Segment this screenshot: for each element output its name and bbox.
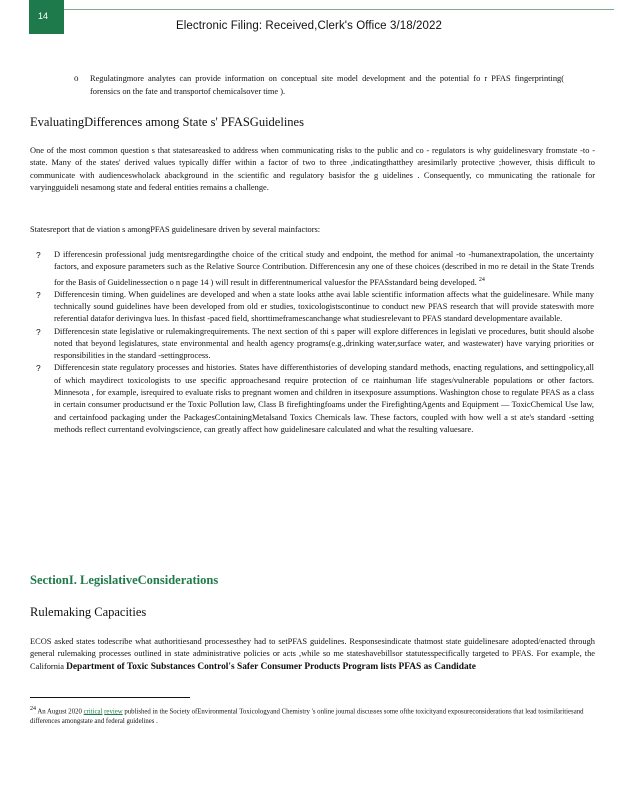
- paragraph-rulemaking: [30, 636, 595, 673]
- subsection-heading-rulemaking: Rulemaking Capacities: [30, 605, 147, 619]
- critical-link[interactable]: critical: [83, 708, 103, 716]
- section-heading-legislative: SectionI. LegislativeConsiderations: [30, 573, 219, 587]
- list-item: [36, 326, 594, 363]
- top-bullet-text: Regulatingmore analytes can provide information on conceptual site model development and the potential fo r PFAS fingerprinting( forensics on the fate and transportof chemicalsover time ).: [90, 74, 564, 96]
- bullet-icon: ?: [36, 326, 41, 337]
- review-link[interactable]: review: [104, 708, 123, 716]
- filing-header: Electronic Filing: Received,Clerk's Office 3/18/2022: [175, 20, 443, 32]
- header-rule: [64, 9, 614, 10]
- footnote-number: 24: [30, 706, 36, 712]
- paragraph-communicating: One of the most common question s that statesareasked to address when communicating risks to the public and co - regulators is why guidelinesvary fromstate -to -state. Many of the states' derived values typically differ within a factor of two to three ,indicatingthatthey aresimilarly protective ;however, thisis difficult to communicate with audienceswholack abackground in the scientific and regulatory basisfor the g uidelines . Consequently, co mmunicating the rationale for varyingguideli nesamong state and federal entities remains a challenge.: [30, 146, 595, 193]
- top-bullet: [74, 72, 564, 98]
- factors-list: [36, 249, 594, 436]
- footnote-text-after: published in the Society ofEnvironmental Toxicologyand Chemistry 's online journal discusses some ofthe toxicityand exposureconsiderations that lead tosimilaritiesand differences amongstate and federal guidelines .: [30, 708, 584, 726]
- list-item: [36, 249, 594, 289]
- paragraph-rulemaking-bold: Department of Toxic Substances Control's Safer Consumer Products Program lists PFAS as Candidate: [66, 661, 476, 672]
- page-number: 14: [38, 11, 49, 21]
- section-heading-evaluating: EvaluatingDifferences among State s' PFASGuidelines: [30, 115, 304, 129]
- bullet-icon: ?: [36, 289, 41, 300]
- list-item-text: D ifferencesin professional judg mentsregardingthe choice of the critical study and endpoint, the method for animal -to -humanextrapolation, the uncertainty factors, and exposure parameters such as the Relative Source Contribution. Differencesin any one of these choices (described in mo re detail in the State Trends for the Basis of Guidelinessection o n page 14 ) will result in differentnumerical valuesfor the PFASstandard being developed.: [54, 250, 594, 287]
- footnote-divider: [30, 697, 190, 698]
- list-item: [36, 289, 594, 326]
- footnote: [30, 704, 590, 727]
- paragraph-factors-intro: Statesreport that de viation s amongPFAS guidelinesare driven by several mainfactors:: [30, 225, 321, 234]
- footnote-text-before: An August 2020: [37, 708, 82, 716]
- list-item-text: Differencesin state regulatory processes and histories. States have differenthistories of developing standard methods, enacting regulations, and settingpolicy,all of which maydirect toxicologists to use specific approachesand require protection of ce rtainhuman life stages/vulnerable populations or other factors. Minnesota , for example, isrequired to evaluate risks to pregnant women and children in itsexposure assumptions. Washington chose to regulate PFAS as a class in certain consumer productsund er the Toxic Pollution law, Class B firefightingfoams under the FirefightingAgents and Equipment — ToxicChemical Use law, and certainfood packaging under the PackagesContainingMetalsand Toxics Chemicals law. These factors, coupled with how well a st ate's standard -setting methods reflect currentand evolvingscience, can greatly affect how guidelinesare calculated and what the resulting valuesare.: [54, 363, 594, 434]
- bullet-icon: ?: [36, 250, 41, 260]
- list-item-text: Differencesin timing. When guidelines are developed and when a state looks atthe avai lable scientific information affects what the guidelinesare. While many technically sound guidelines have been developed from old er studies, toxicologistscontinue to conduct new PFAS research that will provide stateswith more referential datafor derivingva lues. In thisfast -paced field, shorttimeframescanchange what studiesrelevant to PFAS standard developmentare available.: [54, 289, 594, 324]
- ring-bullet-icon: o: [74, 73, 79, 83]
- list-item-text: Differencesin state legislative or rulemakingrequirements. The next section of thi s paper will explore differences in legislati ve procedures, butit should alsobe noted that beyond legislatures, state environmental and health agency programs(e.g.,drinking water,surface water, and wastewater) have varying priorities or responsibilities in the standard -settingprocess.: [54, 326, 594, 361]
- bullet-icon: ?: [36, 363, 41, 374]
- paragraph-rulemaking-text: ECOS asked states todescribe what authoritiesand processesthey had to setPFAS guidelines. Responsesindicate thatmost state guidelinesare adopted/enacted through general rulemaking processes outlined in state administrative policies or acts ,while so me stateshavebillsor statutesspecifically targeted to PFAS. For example, the California: [30, 637, 595, 671]
- footnote-ref[interactable]: 24: [478, 276, 485, 283]
- list-item: [36, 362, 594, 436]
